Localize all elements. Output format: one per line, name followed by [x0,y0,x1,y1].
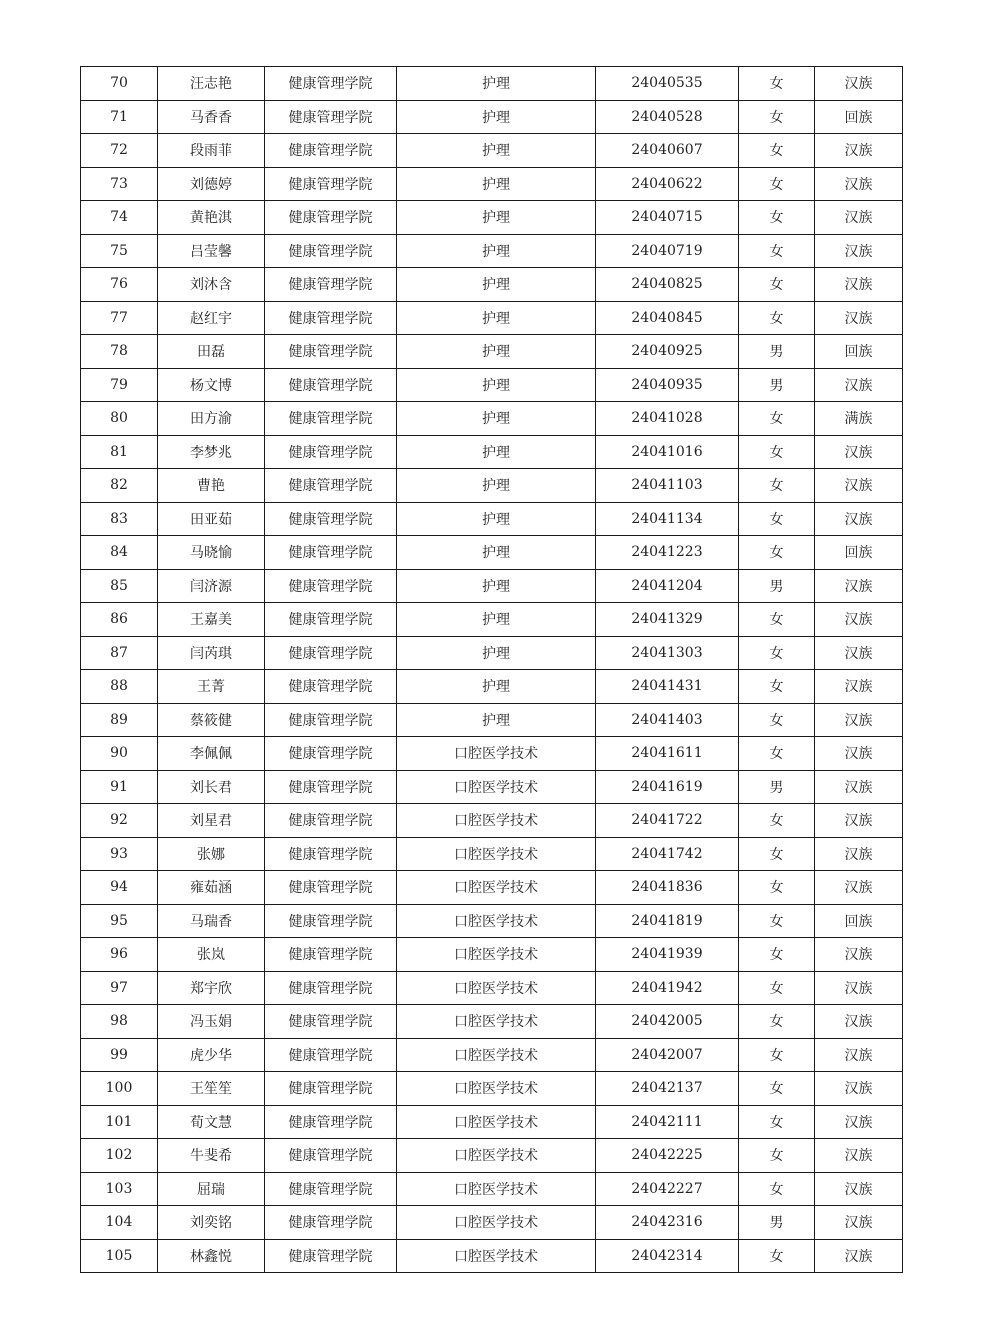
college-cell: 健康管理学院 [265,938,397,972]
gender-cell: 女 [739,67,815,101]
gender-cell: 女 [739,1105,815,1139]
college-cell: 健康管理学院 [265,402,397,436]
row-number-cell: 81 [81,435,158,469]
college-cell: 健康管理学院 [265,804,397,838]
table-row [81,1005,903,1039]
major-cell: 护理 [397,201,596,235]
row-number-cell: 100 [81,1072,158,1106]
student-name-cell: 马瑞香 [158,904,265,938]
college-cell: 健康管理学院 [265,737,397,771]
student-name-cell: 吕莹馨 [158,234,265,268]
college-cell: 健康管理学院 [265,234,397,268]
college-cell: 健康管理学院 [265,1206,397,1240]
ethnicity-cell: 汉族 [815,1172,903,1206]
student-name-cell: 蔡筱健 [158,703,265,737]
gender-cell: 女 [739,435,815,469]
row-number-cell: 92 [81,804,158,838]
table-row [81,67,903,101]
student-id-cell: 24042007 [596,1038,739,1072]
row-number-cell: 83 [81,502,158,536]
gender-cell: 女 [739,1139,815,1173]
table-row [81,435,903,469]
row-number-cell: 80 [81,402,158,436]
college-cell: 健康管理学院 [265,1038,397,1072]
gender-cell: 男 [739,335,815,369]
student-id-cell: 24040845 [596,301,739,335]
college-cell: 健康管理学院 [265,469,397,503]
gender-cell: 女 [739,1172,815,1206]
student-id-cell: 24041836 [596,871,739,905]
student-name-cell: 李佩佩 [158,737,265,771]
student-name-cell: 段雨菲 [158,134,265,168]
student-id-cell: 24041942 [596,971,739,1005]
row-number-cell: 77 [81,301,158,335]
gender-cell: 女 [739,134,815,168]
college-cell: 健康管理学院 [265,100,397,134]
student-id-cell: 24041403 [596,703,739,737]
gender-cell: 女 [739,1239,815,1273]
major-cell: 口腔医学技术 [397,938,596,972]
college-cell: 健康管理学院 [265,1005,397,1039]
row-number-cell: 96 [81,938,158,972]
major-cell: 口腔医学技术 [397,1172,596,1206]
major-cell: 护理 [397,670,596,704]
gender-cell: 女 [739,1038,815,1072]
student-name-cell: 赵红宇 [158,301,265,335]
student-id-cell: 24042111 [596,1105,739,1139]
student-id-cell: 24041611 [596,737,739,771]
row-number-cell: 94 [81,871,158,905]
major-cell: 口腔医学技术 [397,871,596,905]
student-name-cell: 汪志艳 [158,67,265,101]
major-cell: 口腔医学技术 [397,737,596,771]
student-id-cell: 24040825 [596,268,739,302]
student-id-cell: 24040925 [596,335,739,369]
row-number-cell: 101 [81,1105,158,1139]
gender-cell: 女 [739,904,815,938]
major-cell: 护理 [397,703,596,737]
college-cell: 健康管理学院 [265,837,397,871]
row-number-cell: 91 [81,770,158,804]
row-number-cell: 75 [81,234,158,268]
ethnicity-cell: 回族 [815,536,903,570]
row-number-cell: 93 [81,837,158,871]
table-row [81,100,903,134]
gender-cell: 男 [739,1206,815,1240]
college-cell: 健康管理学院 [265,904,397,938]
student-id-cell: 24041742 [596,837,739,871]
major-cell: 口腔医学技术 [397,904,596,938]
major-cell: 护理 [397,268,596,302]
major-cell: 护理 [397,368,596,402]
table-row [81,1072,903,1106]
ethnicity-cell: 汉族 [815,368,903,402]
student-id-cell: 24040719 [596,234,739,268]
student-name-cell: 刘星君 [158,804,265,838]
ethnicity-cell: 汉族 [815,804,903,838]
student-name-cell: 张岚 [158,938,265,972]
gender-cell: 男 [739,770,815,804]
student-name-cell: 闫济源 [158,569,265,603]
major-cell: 护理 [397,636,596,670]
ethnicity-cell: 汉族 [815,435,903,469]
student-name-cell: 田亚茹 [158,502,265,536]
student-id-cell: 24040622 [596,167,739,201]
table-row [81,234,903,268]
student-name-cell: 马香香 [158,100,265,134]
student-name-cell: 王菁 [158,670,265,704]
college-cell: 健康管理学院 [265,201,397,235]
student-name-cell: 林鑫悦 [158,1239,265,1273]
gender-cell: 女 [739,804,815,838]
college-cell: 健康管理学院 [265,603,397,637]
college-cell: 健康管理学院 [265,67,397,101]
student-id-cell: 24041204 [596,569,739,603]
row-number-cell: 104 [81,1206,158,1240]
row-number-cell: 90 [81,737,158,771]
gender-cell: 女 [739,703,815,737]
student-name-cell: 刘奕铭 [158,1206,265,1240]
row-number-cell: 95 [81,904,158,938]
student-id-cell: 24041431 [596,670,739,704]
major-cell: 口腔医学技术 [397,837,596,871]
table-row [81,536,903,570]
major-cell: 护理 [397,234,596,268]
row-number-cell: 102 [81,1139,158,1173]
student-name-cell: 黄艳淇 [158,201,265,235]
table-row [81,134,903,168]
ethnicity-cell: 汉族 [815,301,903,335]
table-row [81,670,903,704]
table-row [81,1139,903,1173]
row-number-cell: 103 [81,1172,158,1206]
ethnicity-cell: 汉族 [815,670,903,704]
row-number-cell: 76 [81,268,158,302]
table-row [81,603,903,637]
major-cell: 护理 [397,435,596,469]
table-row [81,770,903,804]
table-row [81,1105,903,1139]
row-number-cell: 84 [81,536,158,570]
student-name-cell: 田磊 [158,335,265,369]
student-name-cell: 虎少华 [158,1038,265,1072]
student-id-cell: 24041722 [596,804,739,838]
table-row [81,201,903,235]
student-id-cell: 24042227 [596,1172,739,1206]
major-cell: 护理 [397,536,596,570]
major-cell: 口腔医学技术 [397,1005,596,1039]
student-name-cell: 李梦兆 [158,435,265,469]
ethnicity-cell: 汉族 [815,134,903,168]
college-cell: 健康管理学院 [265,536,397,570]
student-name-cell: 刘沐含 [158,268,265,302]
major-cell: 护理 [397,502,596,536]
college-cell: 健康管理学院 [265,1239,397,1273]
college-cell: 健康管理学院 [265,636,397,670]
ethnicity-cell: 满族 [815,402,903,436]
major-cell: 护理 [397,569,596,603]
ethnicity-cell: 汉族 [815,737,903,771]
student-name-cell: 刘长君 [158,770,265,804]
student-id-cell: 24041223 [596,536,739,570]
student-id-cell: 24040535 [596,67,739,101]
major-cell: 护理 [397,402,596,436]
gender-cell: 女 [739,234,815,268]
major-cell: 口腔医学技术 [397,1105,596,1139]
table-row [81,301,903,335]
major-cell: 口腔医学技术 [397,1139,596,1173]
ethnicity-cell: 汉族 [815,938,903,972]
ethnicity-cell: 汉族 [815,603,903,637]
gender-cell: 男 [739,368,815,402]
ethnicity-cell: 回族 [815,335,903,369]
gender-cell: 女 [739,167,815,201]
student-name-cell: 牛斐希 [158,1139,265,1173]
ethnicity-cell: 汉族 [815,569,903,603]
student-id-cell: 24041103 [596,469,739,503]
college-cell: 健康管理学院 [265,770,397,804]
ethnicity-cell: 汉族 [815,1206,903,1240]
major-cell: 口腔医学技术 [397,804,596,838]
row-number-cell: 74 [81,201,158,235]
gender-cell: 女 [739,268,815,302]
college-cell: 健康管理学院 [265,1172,397,1206]
gender-cell: 女 [739,837,815,871]
ethnicity-cell: 汉族 [815,1239,903,1273]
student-name-cell: 王嘉美 [158,603,265,637]
major-cell: 护理 [397,67,596,101]
major-cell: 口腔医学技术 [397,1038,596,1072]
student-id-cell: 24041619 [596,770,739,804]
student-id-cell: 24041939 [596,938,739,972]
gender-cell: 女 [739,402,815,436]
row-number-cell: 72 [81,134,158,168]
ethnicity-cell: 汉族 [815,703,903,737]
student-id-cell: 24041028 [596,402,739,436]
row-number-cell: 97 [81,971,158,1005]
student-name-cell: 闫芮琪 [158,636,265,670]
ethnicity-cell: 汉族 [815,1005,903,1039]
major-cell: 口腔医学技术 [397,971,596,1005]
student-id-cell: 24042225 [596,1139,739,1173]
row-number-cell: 88 [81,670,158,704]
table-row [81,804,903,838]
ethnicity-cell: 汉族 [815,1105,903,1139]
college-cell: 健康管理学院 [265,670,397,704]
row-number-cell: 70 [81,67,158,101]
college-cell: 健康管理学院 [265,435,397,469]
student-id-cell: 24042314 [596,1239,739,1273]
row-number-cell: 98 [81,1005,158,1039]
ethnicity-cell: 汉族 [815,502,903,536]
college-cell: 健康管理学院 [265,268,397,302]
ethnicity-cell: 汉族 [815,971,903,1005]
student-name-cell: 屈瑞 [158,1172,265,1206]
student-name-cell: 曹艳 [158,469,265,503]
major-cell: 口腔医学技术 [397,1072,596,1106]
major-cell: 口腔医学技术 [397,770,596,804]
table-row [81,335,903,369]
table-row [81,1038,903,1072]
student-id-cell: 24040528 [596,100,739,134]
student-name-cell: 郑宇欣 [158,971,265,1005]
college-cell: 健康管理学院 [265,971,397,1005]
table-row [81,368,903,402]
major-cell: 口腔医学技术 [397,1239,596,1273]
major-cell: 护理 [397,100,596,134]
gender-cell: 女 [739,603,815,637]
student-name-cell: 刘德婷 [158,167,265,201]
row-number-cell: 87 [81,636,158,670]
table-row [81,871,903,905]
table-row [81,837,903,871]
ethnicity-cell: 汉族 [815,67,903,101]
table-row [81,167,903,201]
student-name-cell: 马晓愉 [158,536,265,570]
major-cell: 护理 [397,469,596,503]
gender-cell: 女 [739,871,815,905]
table-row [81,971,903,1005]
row-number-cell: 78 [81,335,158,369]
student-id-cell: 24042137 [596,1072,739,1106]
major-cell: 护理 [397,335,596,369]
table-row [81,1206,903,1240]
table-row [81,938,903,972]
college-cell: 健康管理学院 [265,335,397,369]
student-name-cell: 张娜 [158,837,265,871]
row-number-cell: 73 [81,167,158,201]
gender-cell: 女 [739,100,815,134]
ethnicity-cell: 汉族 [815,837,903,871]
gender-cell: 女 [739,201,815,235]
major-cell: 护理 [397,167,596,201]
table-row [81,402,903,436]
student-id-cell: 24040935 [596,368,739,402]
table-row [81,904,903,938]
college-cell: 健康管理学院 [265,1139,397,1173]
student-name-cell: 王笙笙 [158,1072,265,1106]
student-id-cell: 24041016 [596,435,739,469]
row-number-cell: 71 [81,100,158,134]
ethnicity-cell: 回族 [815,904,903,938]
table-row [81,469,903,503]
ethnicity-cell: 汉族 [815,167,903,201]
student-name-cell: 杨文博 [158,368,265,402]
college-cell: 健康管理学院 [265,569,397,603]
ethnicity-cell: 汉族 [815,770,903,804]
gender-cell: 女 [739,1072,815,1106]
college-cell: 健康管理学院 [265,134,397,168]
student-id-cell: 24041329 [596,603,739,637]
student-id-cell: 24042316 [596,1206,739,1240]
student-name-cell: 冯玉娟 [158,1005,265,1039]
table-row [81,737,903,771]
major-cell: 口腔医学技术 [397,1206,596,1240]
college-cell: 健康管理学院 [265,368,397,402]
student-id-cell: 24041819 [596,904,739,938]
table-row [81,636,903,670]
ethnicity-cell: 汉族 [815,1072,903,1106]
college-cell: 健康管理学院 [265,871,397,905]
ethnicity-cell: 汉族 [815,1038,903,1072]
student-name-cell: 田方渝 [158,402,265,436]
ethnicity-cell: 汉族 [815,1139,903,1173]
row-number-cell: 105 [81,1239,158,1273]
gender-cell: 女 [739,469,815,503]
gender-cell: 女 [739,1005,815,1039]
college-cell: 健康管理学院 [265,502,397,536]
row-number-cell: 89 [81,703,158,737]
student-id-cell: 24041303 [596,636,739,670]
gender-cell: 女 [739,938,815,972]
gender-cell: 男 [739,569,815,603]
row-number-cell: 86 [81,603,158,637]
gender-cell: 女 [739,670,815,704]
student-roster-table [80,66,903,1273]
student-id-cell: 24040607 [596,134,739,168]
major-cell: 护理 [397,134,596,168]
major-cell: 护理 [397,603,596,637]
row-number-cell: 99 [81,1038,158,1072]
student-id-cell: 24042005 [596,1005,739,1039]
ethnicity-cell: 汉族 [815,201,903,235]
table-row [81,268,903,302]
ethnicity-cell: 汉族 [815,636,903,670]
table-row [81,703,903,737]
college-cell: 健康管理学院 [265,167,397,201]
college-cell: 健康管理学院 [265,1105,397,1139]
student-id-cell: 24041134 [596,502,739,536]
major-cell: 护理 [397,301,596,335]
table-row [81,1172,903,1206]
ethnicity-cell: 汉族 [815,234,903,268]
gender-cell: 女 [739,971,815,1005]
roster-body [81,67,903,1273]
college-cell: 健康管理学院 [265,301,397,335]
college-cell: 健康管理学院 [265,1072,397,1106]
ethnicity-cell: 汉族 [815,268,903,302]
student-name-cell: 荀文慧 [158,1105,265,1139]
row-number-cell: 82 [81,469,158,503]
college-cell: 健康管理学院 [265,703,397,737]
gender-cell: 女 [739,502,815,536]
gender-cell: 女 [739,301,815,335]
gender-cell: 女 [739,737,815,771]
gender-cell: 女 [739,536,815,570]
student-name-cell: 雍茹涵 [158,871,265,905]
student-id-cell: 24040715 [596,201,739,235]
gender-cell: 女 [739,636,815,670]
row-number-cell: 85 [81,569,158,603]
table-row [81,502,903,536]
ethnicity-cell: 回族 [815,100,903,134]
row-number-cell: 79 [81,368,158,402]
table-row [81,569,903,603]
ethnicity-cell: 汉族 [815,871,903,905]
table-row [81,1239,903,1273]
ethnicity-cell: 汉族 [815,469,903,503]
